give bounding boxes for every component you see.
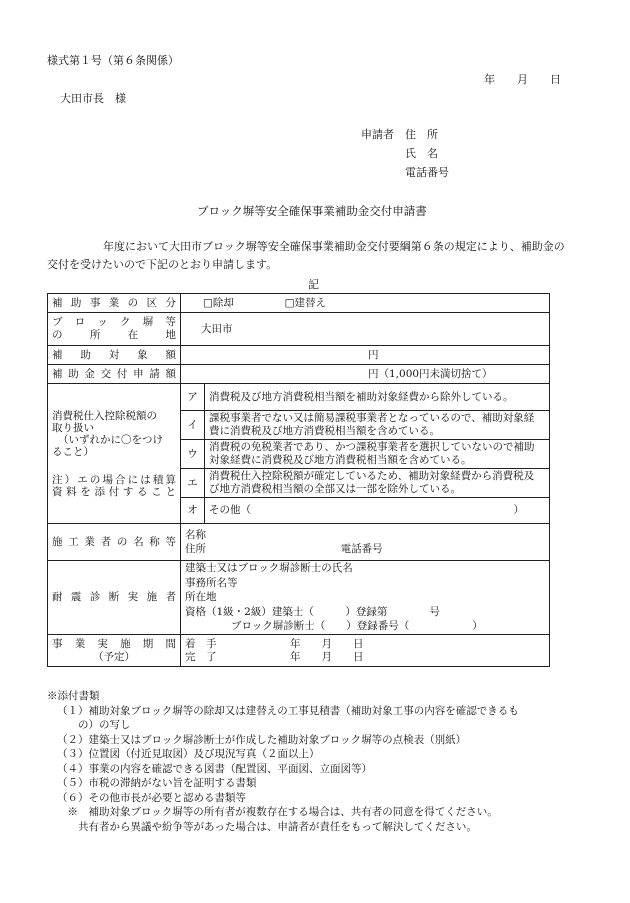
- target-amount-row: [48, 346, 550, 365]
- division-option-demolish[interactable]: □除却: [203, 296, 234, 309]
- tax-note-2: 資料を添付すること: [52, 485, 176, 498]
- inspector-line-1[interactable]: 建築士又はブロック塀診断士の氏名: [185, 562, 353, 575]
- period-end[interactable]: 完 了 年 月 日: [185, 650, 364, 663]
- inspector-line-3[interactable]: 所在地: [185, 591, 217, 604]
- tax-option-b-text: 課税事業者でない又は簡易課税事業者となっているので、補助対象経 費に消費税及び地方消費税相当額を含めている。: [205, 411, 550, 440]
- target-amount-label: 補助対象額: [48, 346, 181, 365]
- contractor-name-label[interactable]: 名称: [185, 529, 206, 541]
- period-sub-label: （予定）: [93, 650, 135, 663]
- tax-option-a-row: [48, 384, 550, 411]
- request-amount-row: [48, 365, 550, 384]
- division-option-rebuild[interactable]: □建替え: [284, 296, 327, 309]
- period-label: 事業実施期間: [52, 637, 176, 650]
- tax-option-c-text: 消費税の免税業者であり、かつ課税事業者を選択していないので補助 対象経費に消費税及び地方消費税相当額を含めている。: [205, 440, 550, 469]
- attachment-note-2: 共有者から異議や紛争等があった場合は、申請者が責任をもって解決してください。: [57, 820, 477, 833]
- intro-line-2: 交付を受けたいので下記のとおり申請します。: [47, 258, 278, 271]
- request-amount-unit[interactable]: 円（1,000円未満切捨て）: [181, 365, 550, 384]
- inspector-line-4[interactable]: 資格（1級・2級）建築士（ ）登録第 号: [185, 605, 440, 618]
- applicant-phone-label: 電話番号: [405, 166, 449, 179]
- tax-option-a-text: 消費税及び地方消費税相当額を補助対象経費から除外している。: [205, 384, 550, 411]
- contractor-label: 施工業者の名称等: [48, 524, 181, 561]
- ki-label: 記: [308, 278, 319, 291]
- inspector-line-2[interactable]: 事務所名等: [185, 576, 238, 589]
- application-table: [47, 293, 550, 667]
- target-amount-unit[interactable]: 円: [181, 346, 550, 365]
- tax-option-d-mark[interactable]: エ: [181, 469, 205, 498]
- document-title: ブロック塀等安全確保事業補助金交付申請書: [197, 204, 427, 218]
- addressee: 大田市長 様: [60, 92, 126, 105]
- applicant-name-label: 氏 名: [405, 147, 438, 160]
- tax-option-b-mark[interactable]: イ: [181, 411, 205, 440]
- tax-option-c-mark[interactable]: ウ: [181, 440, 205, 469]
- applicant-label: 申請者: [361, 128, 394, 141]
- tax-label-2: 取り扱い: [52, 421, 94, 434]
- request-amount-label: 補助金交付申請額: [48, 365, 181, 384]
- location-label-1: ブロック塀等: [52, 316, 176, 328]
- attachment-item-4: （４）事業の内容を確認できる図書（配置図、平面図、立面図等）: [57, 762, 372, 775]
- attachment-item-1: （１）補助対象ブロック塀等の除却又は建替えの工事見積書（補助対象工事の内容を確認できるも: [57, 704, 519, 717]
- tax-note-1: 注）エの場合には積算: [52, 473, 176, 486]
- attachment-note-1: ※ 補助対象ブロック塀等の所有者が複数存在する場合は、共有者の同意を得てください。: [57, 806, 498, 818]
- intro-line-1: 年度において大田市ブロック塀等安全確保事業補助金交付要綱第６条の規定により、補助金の: [103, 240, 565, 253]
- tax-option-e-mark[interactable]: オ: [181, 498, 205, 524]
- date-line: 年 月 日: [484, 73, 561, 86]
- attachment-item-3: （３）位置図（付近見取図）及び現況写真（２面以上）: [57, 748, 320, 760]
- contractor-row: [48, 524, 550, 561]
- location-value[interactable]: 大田市: [181, 313, 550, 346]
- tax-label-4: ること）: [52, 445, 94, 458]
- attachment-item-6: （６）その他市長が必要と認める書類等: [57, 791, 246, 804]
- tax-label-3: （いずれかに〇をつけ: [58, 433, 163, 446]
- division-row: [48, 294, 550, 313]
- attachment-item-2: （２）建築士又はブロック塀診断士が作成した補助対象ブロック塀等の点検表（別紙）: [57, 733, 467, 746]
- applicant-address-label: 住 所: [405, 128, 438, 141]
- attachment-item-1-cont: の）の写し: [57, 719, 131, 731]
- tax-label-1: 消費税仕入控除税額の: [52, 409, 157, 422]
- form-number: 様式第１号（第６条関係）: [47, 54, 179, 67]
- attachments-title: ※添付書類: [47, 690, 100, 702]
- inspector-row: [48, 561, 550, 635]
- period-start[interactable]: 着 手 年 月 日: [185, 637, 364, 650]
- attachments-section: [47, 689, 519, 834]
- tax-option-d-text: 消費税仕入控除税額が確定しているため、補助対象経費から消費税及 び地方消費税相当額の全部又は一部を除外している。: [205, 469, 550, 498]
- tax-option-a-mark[interactable]: ア: [181, 384, 205, 411]
- tax-option-e-text[interactable]: その他（ ）: [205, 498, 550, 524]
- contractor-address-label[interactable]: 住所: [185, 543, 206, 555]
- inspector-line-5[interactable]: ブロック塀診断士（ ）登録番号（ ）: [231, 620, 483, 633]
- attachment-item-5: （５）市税の滞納がない旨を証明する書類: [57, 777, 257, 789]
- contractor-phone-label[interactable]: 電話番号: [340, 543, 383, 555]
- location-label-2: の 所 在 地: [52, 329, 176, 341]
- inspector-label: 耐震診断実施者: [48, 561, 181, 635]
- location-row: [48, 313, 550, 346]
- division-label: 補助事業の区分: [48, 294, 181, 313]
- period-row: [48, 635, 550, 667]
- tax-label-cell: [48, 384, 181, 524]
